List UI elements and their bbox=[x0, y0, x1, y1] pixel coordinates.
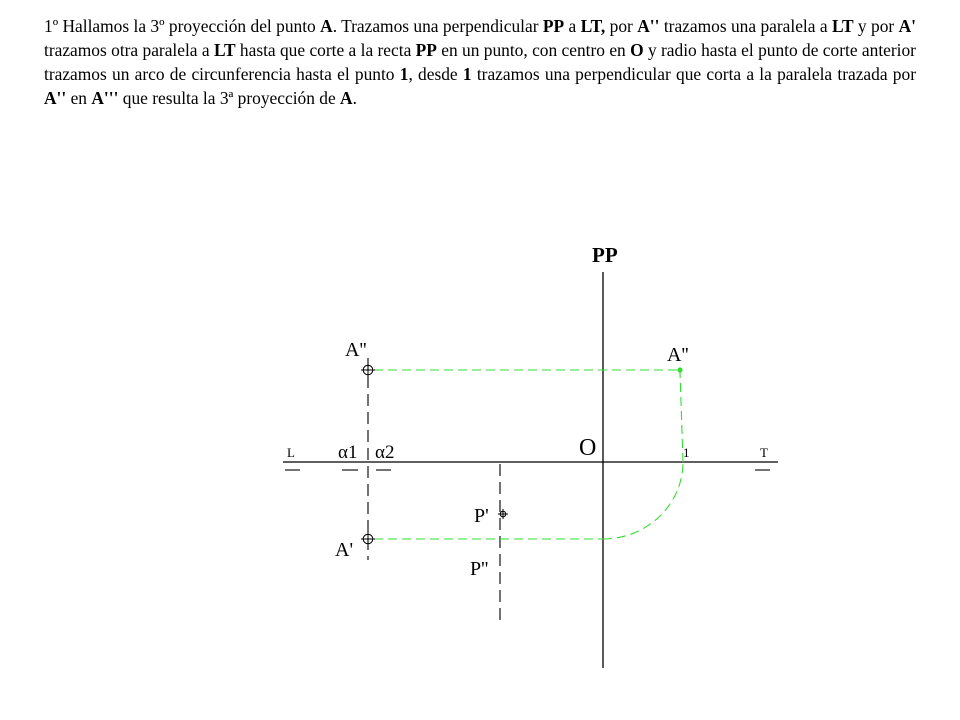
text-segment: a bbox=[564, 16, 581, 36]
a-second-left-label: A'' bbox=[345, 339, 367, 361]
construction-lines bbox=[374, 367, 683, 539]
text-bold: O bbox=[630, 40, 644, 60]
text-bold: A bbox=[320, 16, 333, 36]
a-third-label: A'' bbox=[667, 344, 689, 366]
text-bold: A bbox=[340, 88, 353, 108]
text-bold: A'' bbox=[637, 16, 660, 36]
text-segment: en un punto, con centro en bbox=[436, 40, 631, 60]
a-first-point-marker bbox=[361, 532, 375, 546]
text-segment: trazamos una paralela a bbox=[659, 16, 832, 36]
text-segment: y radio hasta el punto de corte anterior trazamos un arco de circunferencia hasta el punto bbox=[44, 40, 916, 84]
arc-to-point-1 bbox=[603, 462, 683, 539]
p-second-label: P'' bbox=[470, 558, 489, 580]
a-second-point-marker bbox=[361, 363, 375, 377]
alpha1-label: α1 bbox=[338, 442, 358, 463]
text-bold: A'' bbox=[44, 88, 67, 108]
text-segment: por bbox=[605, 16, 638, 36]
text-segment: hasta que corte a la recta bbox=[235, 40, 416, 60]
text-bold: A' bbox=[898, 16, 916, 36]
origin-label: O bbox=[579, 435, 597, 461]
a-third-point-marker bbox=[677, 367, 682, 372]
text-bold: 1 bbox=[399, 64, 409, 84]
text-segment: trazamos una perpendicular que corta a la paralela trazada por bbox=[471, 64, 916, 84]
point-1-label: 1 bbox=[683, 445, 690, 460]
text-segment: en bbox=[66, 88, 92, 108]
text-bold: PP bbox=[415, 40, 437, 60]
a-first-label: A' bbox=[335, 539, 354, 561]
text-segment: y por bbox=[853, 16, 899, 36]
text-bold: A''' bbox=[91, 88, 119, 108]
alpha2-label: α2 bbox=[375, 442, 395, 463]
text-segment: que resulta la 3ª proyección de bbox=[118, 88, 341, 108]
text-bold: 1 bbox=[462, 64, 472, 84]
text-segment: trazamos otra paralela a bbox=[44, 40, 214, 60]
text-segment: . bbox=[352, 88, 357, 108]
t-label: T bbox=[760, 445, 768, 460]
text-bold: PP bbox=[542, 16, 565, 36]
text-bold: LT bbox=[831, 16, 854, 36]
text-bold: LT, bbox=[580, 16, 606, 36]
l-label: L bbox=[287, 445, 295, 460]
text-bold: LT bbox=[213, 40, 236, 60]
text-segment: , desde bbox=[408, 64, 463, 84]
text-segment: 1º Hallamos la 3º proyección del punto bbox=[44, 16, 321, 36]
p-first-label: P' bbox=[474, 505, 489, 527]
pp-label: PP bbox=[592, 243, 618, 267]
text-segment: . Trazamos una perpendicular bbox=[332, 16, 543, 36]
